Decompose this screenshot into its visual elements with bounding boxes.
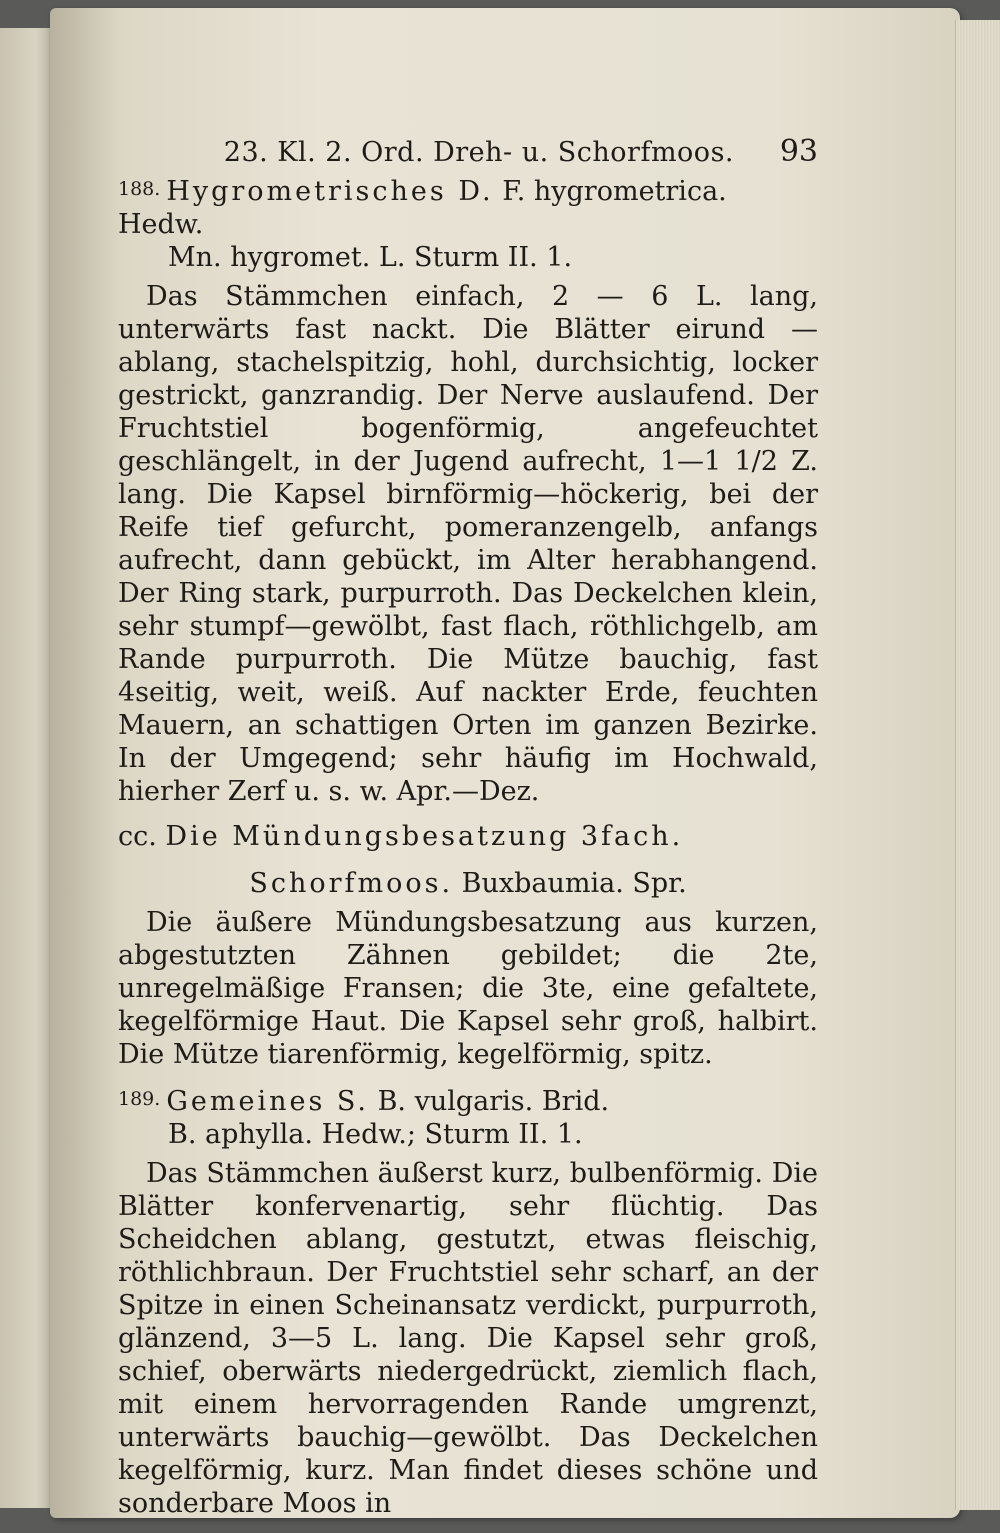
- entry-188-heading: [118, 173, 818, 241]
- page-text: [118, 135, 818, 1532]
- entry-189-heading: [118, 1083, 818, 1118]
- entry-number: 188.: [118, 178, 161, 200]
- entry-189-synonym: B. aphylla. Hedw.; Sturm II. 1.: [168, 1119, 583, 1150]
- running-title: 23. Kl. 2. Ord. Dreh- u. Schorfmoos.: [223, 137, 735, 168]
- entry-188-description: Das Stämmchen einfach, 2 — 6 L. lang, unterwärts fast nackt. Die Blätter eirund — ablang, stachelspitzig, hohl, durchsichtig, locker gestrickt, ganzrandig. Der Nerve auslaufend. Der Fruchtstiel bogenförmig, angefeuchtet geschlängelt, in der Jugend aufrecht, 1—1 1/2 Z. lang. Die Kapsel birnförmig—höckerig, bei der Reife tief gefurcht, pomeranzengelb, anfangs aufrecht, dann gebückt, im Alter herabhangend. Der Ring stark, purpurroth. Das Deckelchen klein, sehr stumpf—gewölbt, fast flach, röthlichgelb, am Rande purpurroth. Die Mütze bauchig, fast 4seitig, weit, weiß. Auf nackter Erde, feuchten Mauern, an schattigen Orten im ganzen Bezirke. In der Umgegend; sehr häufig im Hochwald, hierher Zerf u. s. w. Apr.—Dez.: [118, 281, 818, 807]
- entry-title: Hygrometrisches D.: [166, 176, 494, 207]
- page-edges: [955, 20, 1000, 1510]
- genus-name: Schorfmoos.: [249, 868, 454, 899]
- genus-description: Die äußere Mündungsbesatzung aus kurzen, abgestutzten Zähnen gebildet; die 2te, unregelmäßige Fransen; die 3te, eine gefaltete, kegelförmige Haut. Die Kapsel sehr groß, halbirt. Die Mütze tiarenförmig, kegelförmig, spitz.: [118, 907, 818, 1070]
- entry-189-description: Das Stämmchen äußerst kurz, bulbenförmig. Die Blätter konfervenartig, sehr flüchtig. Das Scheidchen ablang, gestutzt, etwas fleischig, röthlichbraun. Der Fruchtstiel sehr scharf, an der Spitze in einen Scheinansatz verdickt, purpurroth, glänzend, 3—5 L. lang. Die Kapsel sehr groß, schief, oberwärts niedergedrückt, ziemlich flach, mit einem hervorragenden Rande umgrenzt, unterwärts bauchig—gewölbt. Das Deckelchen kegelförmig, kurz. Man findet dieses schöne und sonderbare Moos in: [118, 1158, 818, 1519]
- entry-latin: F. hygrometrica. Hedw.: [118, 176, 727, 240]
- genus-latin: Buxbaumia. Spr.: [461, 868, 687, 899]
- section-cc-heading: [118, 820, 818, 853]
- entry-title: Gemeines S.: [166, 1086, 369, 1117]
- entry-number: 189.: [118, 1088, 161, 1110]
- entry-188-synonym: Mn. hygromet. L. Sturm II. 1.: [168, 242, 573, 273]
- page-number: 93: [779, 134, 818, 169]
- entry-latin: B. vulgaris. Brid.: [377, 1086, 610, 1117]
- genus-heading: [118, 867, 818, 900]
- page-header: [118, 135, 818, 169]
- section-title: Die Mündungsbesatzung 3fach.: [165, 821, 684, 852]
- section-label: cc.: [118, 821, 157, 852]
